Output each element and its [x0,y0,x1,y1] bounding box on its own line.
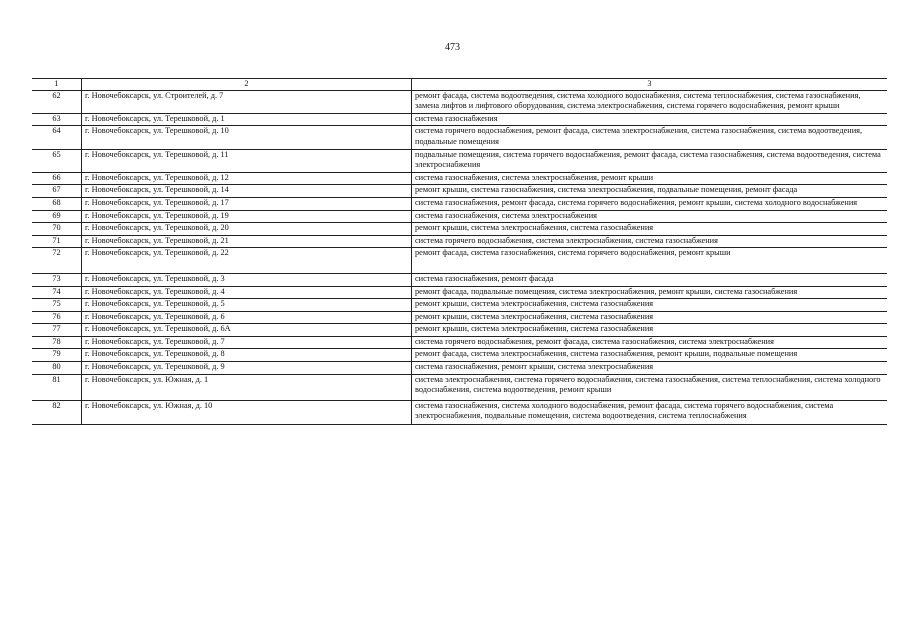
row-address: г. Новочебоксарск, ул. Терешковой, д. 22 [82,248,412,274]
table-row [32,197,887,210]
row-works: ремонт фасада, подвальные помещения, система электроснабжения, ремонт крыши, система газоснабжения [412,286,888,299]
row-number: 78 [32,336,82,349]
row-works: система горячего водоснабжения, ремонт фасада, система электроснабжения, система газоснабжения, система водоотведения, подвальные помещения [412,126,888,149]
row-number: 82 [32,400,82,424]
table-row [32,210,887,223]
row-address: г. Новочебоксарск, ул. Терешковой, д. 6 [82,311,412,324]
row-address: г. Новочебоксарск, ул. Терешковой, д. 12 [82,172,412,185]
row-address: г. Новочебоксарск, ул. Терешковой, д. 6А [82,324,412,337]
table-row [32,126,887,149]
buildings-table [32,78,887,425]
table-row [32,235,887,248]
row-number: 75 [32,299,82,312]
row-address: г. Новочебоксарск, ул. Терешковой, д. 7 [82,336,412,349]
row-address: г. Новочебоксарск, ул. Терешковой, д. 20 [82,223,412,236]
row-number: 79 [32,349,82,362]
table-row [32,311,887,324]
row-address: г. Новочебоксарск, ул. Терешковой, д. 21 [82,235,412,248]
row-works: ремонт фасада, система водоотведения, система холодного водоснабжения, система теплоснабжения, система газоснабжения, замена лифтов и лифтового оборудования, система электроснабжения, система горячего водоснабжения, ремонт крыши [412,90,888,113]
row-works: ремонт крыши, система газоснабжения, система электроснабжения, подвальные помещения, ремонт фасада [412,185,888,198]
row-number: 77 [32,324,82,337]
row-address: г. Новочебоксарск, ул. Терешковой, д. 9 [82,362,412,375]
column-header-2: 2 [82,79,412,91]
row-works: ремонт крыши, система электроснабжения, система газоснабжения [412,223,888,236]
table-row [32,149,887,172]
row-works: система газоснабжения, ремонт фасада [412,273,888,286]
column-header-3: 3 [412,79,888,91]
row-number: 81 [32,374,82,400]
row-works: ремонт фасада, система электроснабжения, система газоснабжения, ремонт крыши, подвальные помещения [412,349,888,362]
row-works: система газоснабжения [412,113,888,126]
table-row [32,273,887,286]
row-works: система газоснабжения, ремонт крыши, система электроснабжения [412,362,888,375]
row-number: 73 [32,273,82,286]
row-address: г. Новочебоксарск, ул. Южная, д. 10 [82,400,412,424]
row-address: г. Новочебоксарск, ул. Терешковой, д. 17 [82,197,412,210]
row-address: г. Новочебоксарск, ул. Южная, д. 1 [82,374,412,400]
row-works: система горячего водоснабжения, система электроснабжения, система газоснабжения [412,235,888,248]
row-number: 67 [32,185,82,198]
row-address: г. Новочебоксарск, ул. Терешковой, д. 10 [82,126,412,149]
row-works: ремонт крыши, система электроснабжения, система газоснабжения [412,299,888,312]
row-number: 71 [32,235,82,248]
table-row [32,400,887,424]
row-number: 63 [32,113,82,126]
row-address: г. Новочебоксарск, ул. Терешковой, д. 11 [82,149,412,172]
row-number: 74 [32,286,82,299]
row-number: 62 [32,90,82,113]
row-number: 76 [32,311,82,324]
table-row [32,223,887,236]
row-address: г. Новочебоксарск, ул. Терешковой, д. 8 [82,349,412,362]
table-row [32,336,887,349]
row-works: подвальные помещения, система горячего водоснабжения, ремонт фасада, система газоснабжения, система водоотведения, система электроснабжения [412,149,888,172]
table-row [32,172,887,185]
table-row [32,248,887,274]
row-address: г. Новочебоксарск, ул. Терешковой, д. 19 [82,210,412,223]
row-works: система газоснабжения, система электроснабжения, ремонт крыши [412,172,888,185]
row-works: ремонт крыши, система электроснабжения, система газоснабжения [412,324,888,337]
table-row [32,324,887,337]
row-works: система горячего водоснабжения, ремонт фасада, система газоснабжения, система электроснабжения [412,336,888,349]
page-number: 473 [445,42,460,53]
row-address: г. Новочебоксарск, ул. Терешковой, д. 3 [82,273,412,286]
row-number: 64 [32,126,82,149]
row-number: 80 [32,362,82,375]
table-row [32,90,887,113]
table-row [32,113,887,126]
row-number: 72 [32,248,82,274]
row-address: г. Новочебоксарск, ул. Строителей, д. 7 [82,90,412,113]
row-works: система газоснабжения, система холодного водоснабжения, ремонт фасада, система горячего водоснабжения, система электроснабжения, подвальные помещения, система водоотведения, система теплоснабжения [412,400,888,424]
row-works: ремонт крыши, система электроснабжения, система газоснабжения [412,311,888,324]
table-row [32,374,887,400]
table-row [32,286,887,299]
table-row [32,185,887,198]
row-address: г. Новочебоксарск, ул. Терешковой, д. 1 [82,113,412,126]
table-header-row [32,79,887,91]
row-number: 70 [32,223,82,236]
row-works: система электроснабжения, система горячего водоснабжения, система газоснабжения, система теплоснабжения, система холодного водоснабжения, система водоотведения, ремонт крыши [412,374,888,400]
row-number: 66 [32,172,82,185]
row-works: система газоснабжения, ремонт фасада, система горячего водоснабжения, ремонт крыши, система холодного водоснабжения [412,197,888,210]
row-works: ремонт фасада, система газоснабжения, система горячего водоснабжения, ремонт крыши [412,248,888,274]
table-row [32,349,887,362]
row-address: г. Новочебоксарск, ул. Терешковой, д. 5 [82,299,412,312]
column-header-1: 1 [32,79,82,91]
table-row [32,299,887,312]
row-number: 68 [32,197,82,210]
row-number: 69 [32,210,82,223]
row-number: 65 [32,149,82,172]
row-address: г. Новочебоксарск, ул. Терешковой, д. 14 [82,185,412,198]
row-works: система газоснабжения, система электроснабжения [412,210,888,223]
row-address: г. Новочебоксарск, ул. Терешковой, д. 4 [82,286,412,299]
table-row [32,362,887,375]
